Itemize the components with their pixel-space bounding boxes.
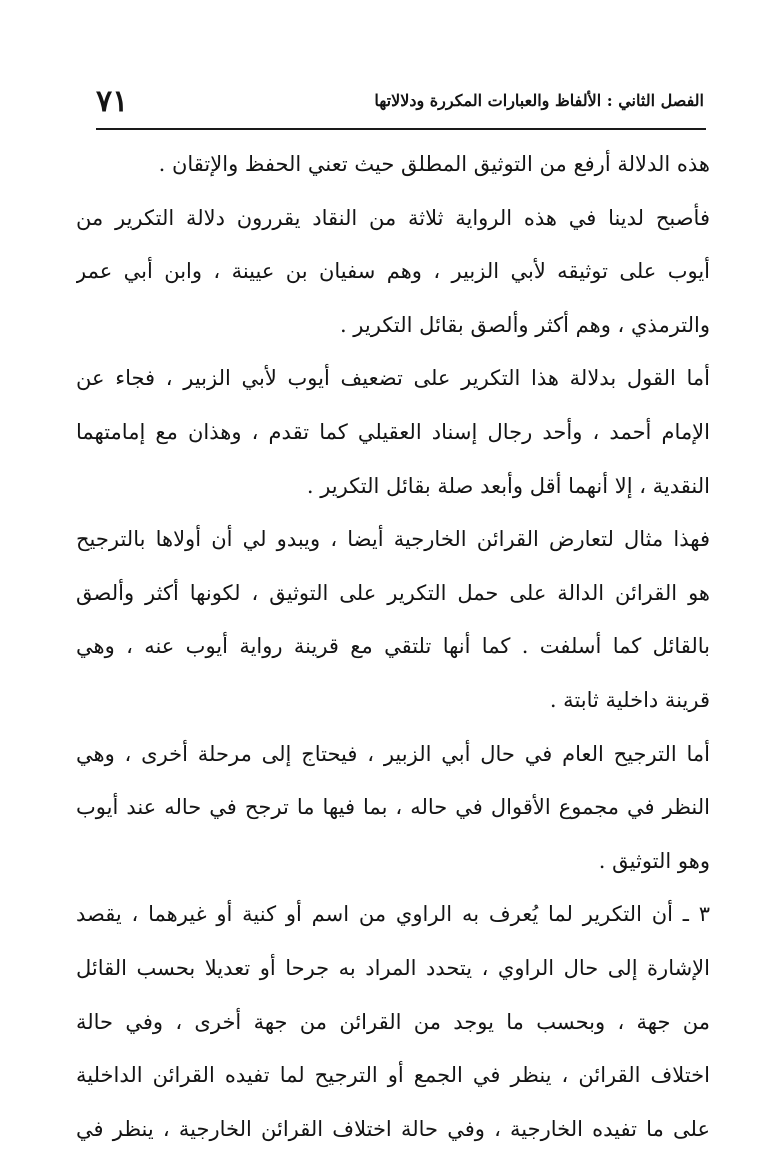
body-text — [76, 138, 710, 1156]
text-line-19: على ما تفيده الخارجية ، وفي حالة اختلاف القرائن الخارجية ، ينظر في — [76, 1116, 710, 1141]
text-line-15: ٣ ـ أن التكرير لما يُعرف به الراوي من اسم أو كنية أو غيرهما ، يقصد — [76, 902, 710, 927]
text-line-2: فأصبح لدينا في هذه الرواية ثلاثة من النقاد يقررون دلالة التكرير من — [76, 205, 710, 230]
text-line-11: قرينة داخلية ثابتة . — [549, 687, 710, 712]
text-line-5: أما القول بدلالة هذا التكرير على تضعيف أيوب لأبي الزبير ، فجاء عن — [76, 366, 710, 391]
text-line-14: وهو التوثيق . — [598, 848, 710, 873]
text-line-8: فهذا مثال لتعارض القرائن الخارجية أيضا ، ويبدو لي أن أولاها بالترجيح — [76, 527, 710, 552]
text-line-9: هو القرائن الدالة على حمل التكرير على التوثيق ، لكونها أكثر وألصق — [76, 580, 710, 605]
text-line-4: والترمذي ، وهم أكثر وألصق بقائل التكرير . — [339, 312, 710, 337]
text-line-18: اختلاف القرائن ، ينظر في الجمع أو الترجيح لما تفيده القرائن الداخلية — [76, 1063, 710, 1088]
text-line-3: أيوب على توثيقه لأبي الزبير ، وهم سفيان بن عيينة ، وابن أبي عمر — [76, 259, 710, 284]
text-line-12: أما الترجيح العام في حال أبي الزبير ، فيحتاج إلى مرحلة أخرى ، وهي — [76, 741, 710, 766]
text-line-6: الإمام أحمد ، وأحد رجال إسناد العقيلي كما تقدم ، وهذان مع إمامتهما — [76, 419, 710, 444]
text-line-10: بالقائل كما أسلفت . كما أنها تلتقي مع قرينة رواية أيوب عنه ، وهي — [76, 634, 710, 659]
text-line-16: الإشارة إلى حال الراوي ، يتحدد المراد به جرحا أو تعديلا بحسب القائل — [76, 955, 710, 980]
page-header — [96, 78, 706, 130]
page-number: ٧١ — [96, 84, 129, 119]
text-line-13: النظر في مجموع الأقوال في حاله ، بما فيها ما ترجح في حاله عند أيوب — [76, 795, 710, 820]
text-line-17: من جهة ، وبحسب ما يوجد من القرائن من جهة أخرى ، وفي حالة — [76, 1009, 710, 1034]
text-line-7: النقدية ، إلا أنهما أقل وأبعد صلة بقائل التكرير . — [306, 473, 710, 498]
text-line-1: هذه الدلالة أرفع من التوثيق المطلق حيث تعني الحفظ والإتقان . — [158, 152, 710, 176]
running-title: الفصل الثاني : الألفاظ والعبارات المكررة ودلالاتها — [374, 91, 704, 110]
